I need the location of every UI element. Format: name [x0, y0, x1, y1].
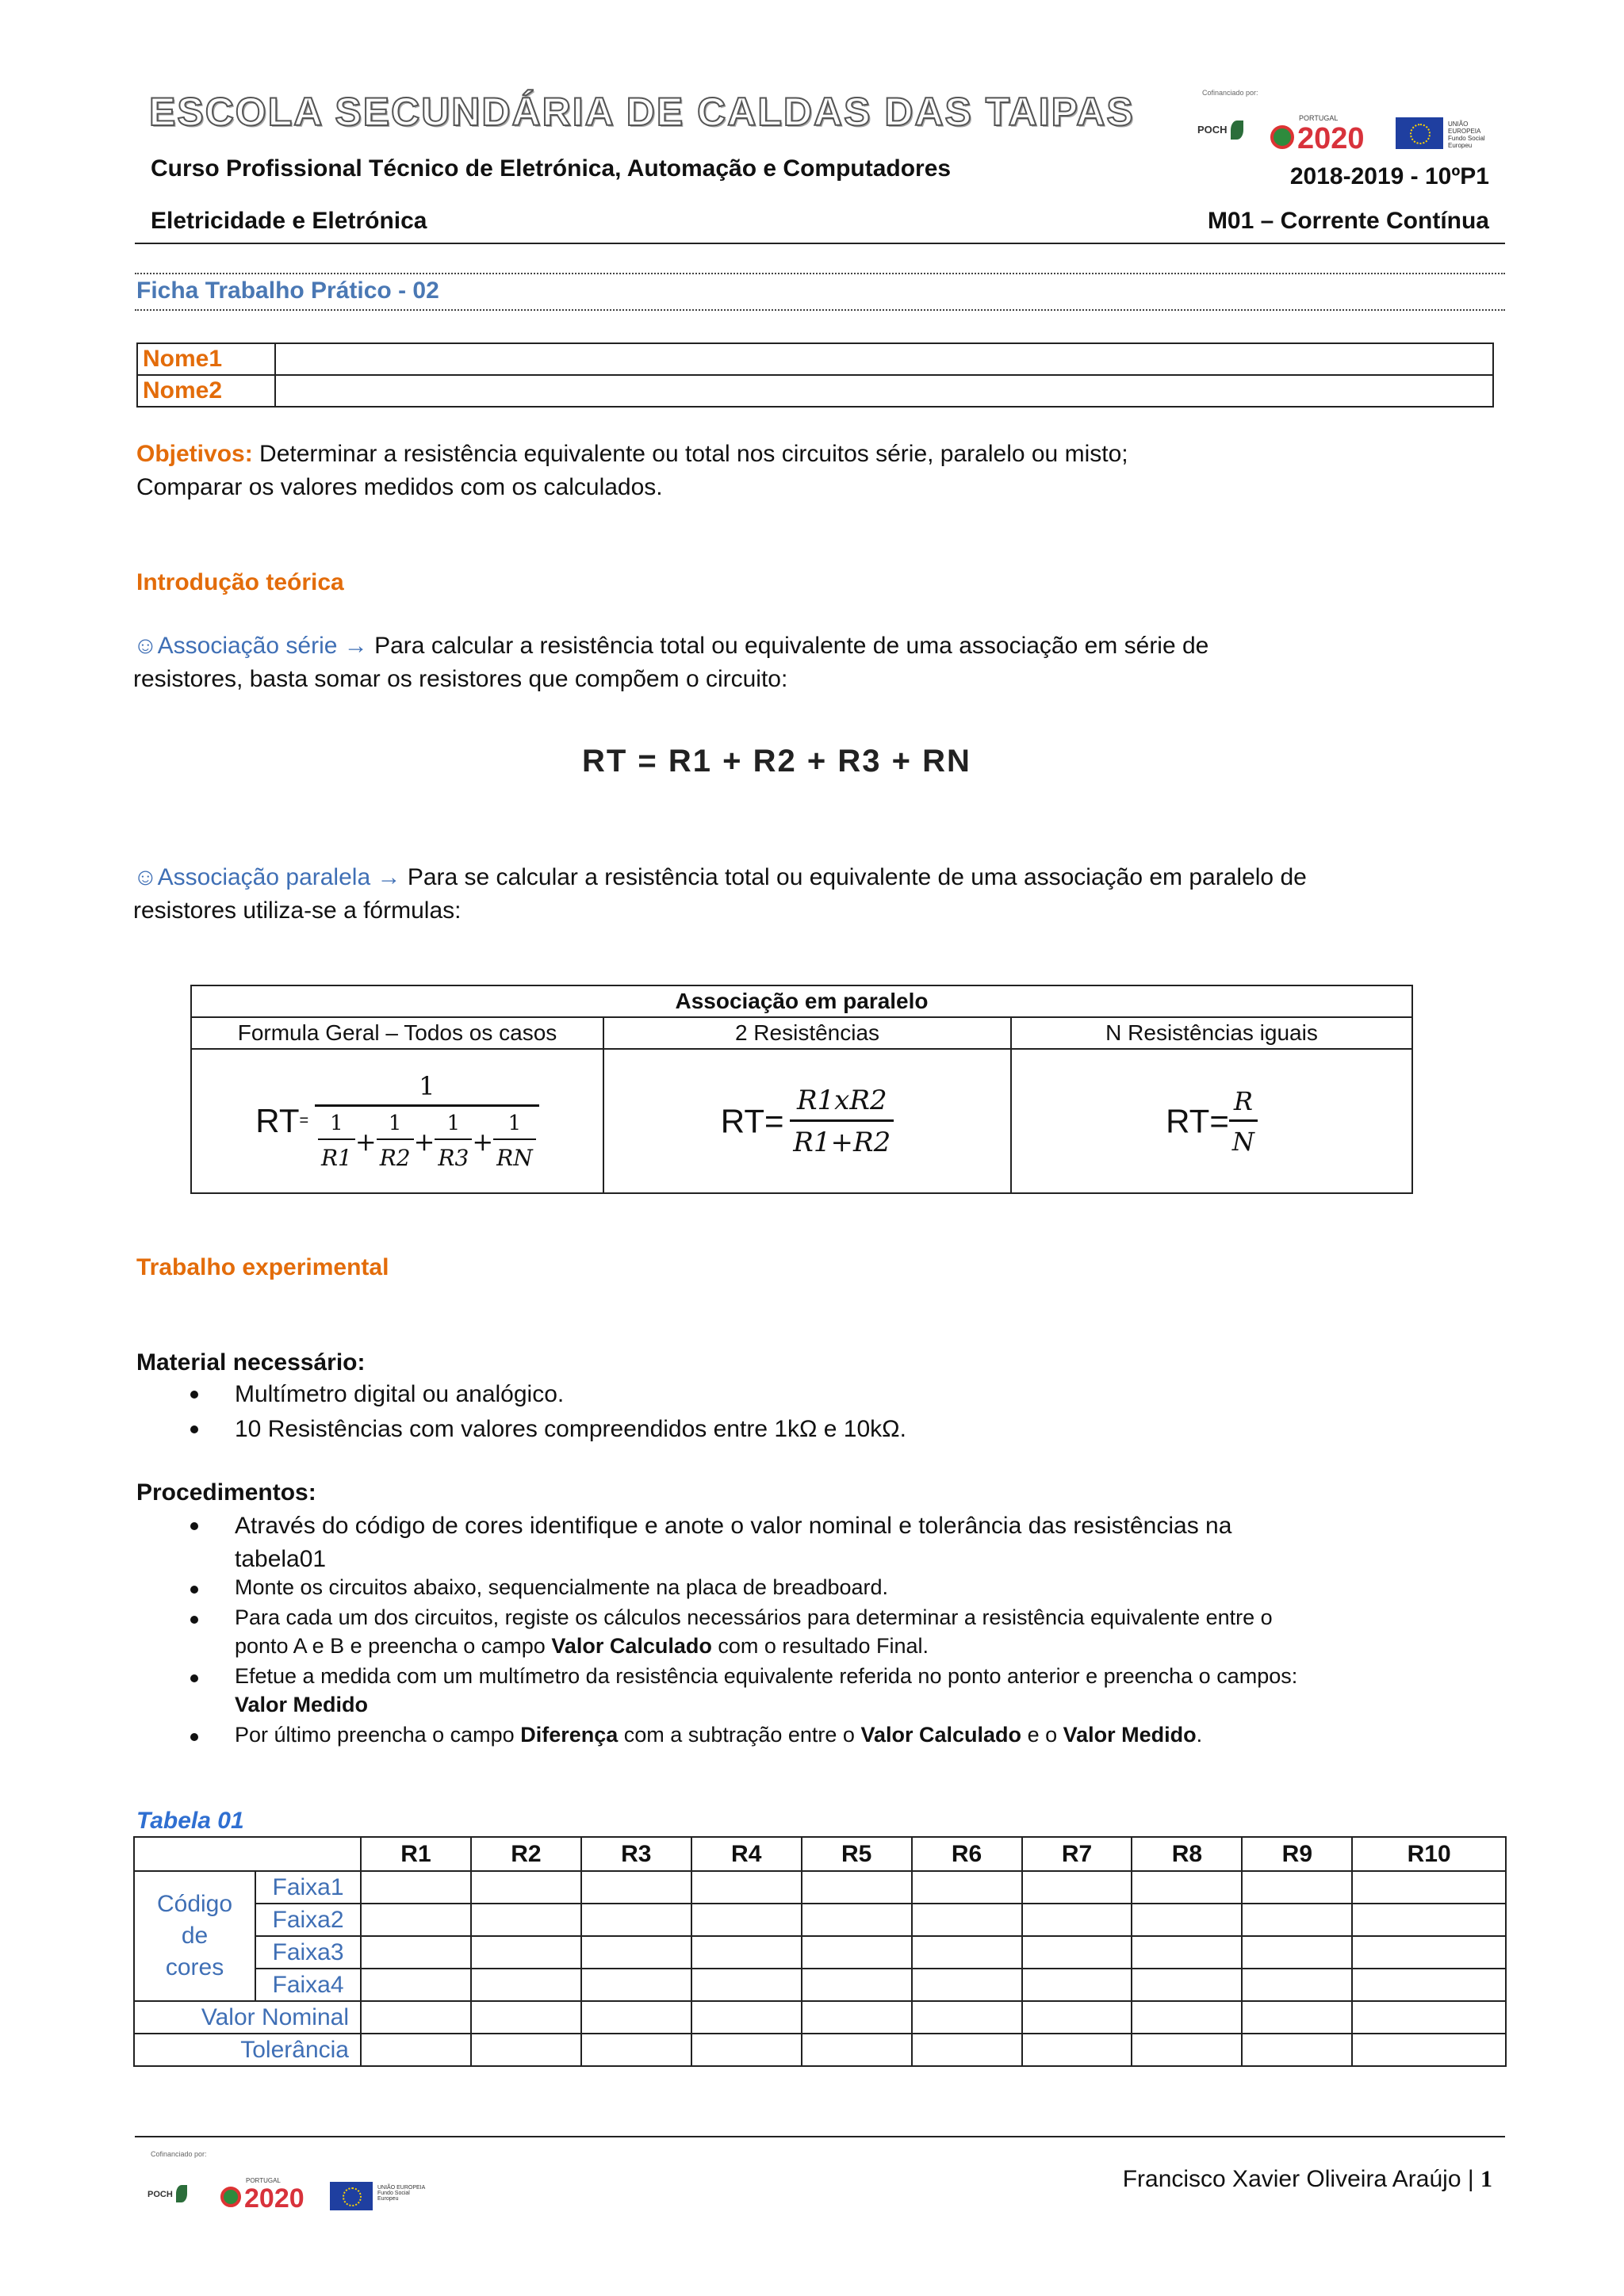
table-cell[interactable]: [581, 2001, 691, 2034]
eu-text: UNIÃO EUROPEIA Fundo Social Europeu: [1448, 121, 1485, 149]
objectives-line2: Comparar os valores medidos com os calculados.: [136, 474, 663, 500]
experimental-title: Trabalho experimental: [136, 1254, 389, 1280]
table-cell[interactable]: [691, 1969, 802, 2001]
table-cell[interactable]: [471, 1871, 581, 1904]
eu-text: UNIÃO EUROPEIA Fundo Social Europeu: [377, 2185, 426, 2202]
material-item: Multímetro digital ou analógico.: [235, 1378, 564, 1411]
parallel-formula-table: [190, 985, 1413, 1194]
table-row: [134, 1904, 1506, 1936]
arrow-right-icon: →: [343, 633, 368, 659]
poch-logo: POCH: [1197, 121, 1261, 149]
table-row: [134, 1969, 1506, 2001]
procedure-item: Para cada um dos circuitos, registe os cálculos necessários para determinar a resistência equivalente entre o ponto A e B e preencha o campo Valor Calculado com o resultado Final.: [235, 1603, 1273, 1660]
names-table: [136, 342, 1494, 408]
serie-formula: RT = R1 + R2 + R3 + RN: [582, 744, 971, 779]
serie-label: Associação série: [157, 633, 338, 659]
eu-flag-logo: [330, 2182, 373, 2210]
table-row: [134, 2001, 1506, 2034]
faixa3-label: Faixa3: [255, 1936, 361, 1969]
page-number: 1: [1480, 2166, 1492, 2192]
faixa2-label: Faixa2: [255, 1904, 361, 1936]
table01-header-r10: R10: [1352, 1837, 1506, 1871]
footer-author: Francisco Xavier Oliveira Araújo | 1: [1122, 2166, 1492, 2192]
table01-header-r6: R6: [912, 1837, 1022, 1871]
paralela-paragraph: [133, 861, 1307, 928]
portugal-2020-logo: PORTUGAL 2020: [1270, 114, 1389, 159]
table-cell[interactable]: [1132, 2034, 1242, 2066]
table01-header-r3: R3: [581, 1837, 691, 1871]
smiley-icon: ☺: [133, 864, 158, 890]
table-cell[interactable]: [1022, 1936, 1132, 1969]
procedure-item: Através do código de cores identifique e anote o valor nominal e tolerância das resistências na tabela01: [235, 1510, 1231, 1576]
table-cell[interactable]: [1132, 1936, 1242, 1969]
table-cell[interactable]: [1352, 1871, 1506, 1904]
table-cell[interactable]: [471, 1904, 581, 1936]
footer-divider: [135, 2136, 1505, 2137]
table-cell[interactable]: [1022, 2001, 1132, 2034]
table-cell[interactable]: [471, 1969, 581, 2001]
table-cell[interactable]: [802, 1904, 912, 1936]
table-row: [134, 2034, 1506, 2066]
serie-text1: Para calcular a resistência total ou equivalente de uma associação em série de: [374, 633, 1209, 659]
table-cell[interactable]: [691, 1904, 802, 1936]
table-cell[interactable]: [802, 2034, 912, 2066]
table-cell[interactable]: [912, 1871, 1022, 1904]
name2-field[interactable]: [275, 375, 1493, 407]
parallel-col-two: 2 Resistências: [603, 1017, 1011, 1049]
table-cell[interactable]: [912, 2001, 1022, 2034]
header-divider: [135, 243, 1505, 244]
name1-field[interactable]: [275, 343, 1493, 375]
table-row: [134, 1936, 1506, 1969]
table-cell[interactable]: [912, 1969, 1022, 2001]
objectives: [136, 438, 1128, 504]
table01-header-r4: R4: [691, 1837, 802, 1871]
eu-flag-logo: [1396, 117, 1443, 149]
serie-paragraph: [133, 629, 1208, 696]
table-cell[interactable]: [361, 1936, 471, 1969]
table-cell[interactable]: [1132, 1871, 1242, 1904]
table-cell[interactable]: [471, 2001, 581, 2034]
table-cell[interactable]: [802, 1936, 912, 1969]
table01: [133, 1836, 1507, 2067]
table01-header-r2: R2: [471, 1837, 581, 1871]
tolerancia-label: Tolerância: [134, 2034, 361, 2066]
table-cell[interactable]: [1352, 2034, 1506, 2066]
school-title: ESCOLA SECUNDÁRIA DE CALDAS DAS TAIPAS: [149, 90, 1135, 134]
color-code-group-label: Código de cores: [134, 1871, 255, 2001]
table-cell[interactable]: [1022, 1871, 1132, 1904]
table-cell[interactable]: [1352, 1969, 1506, 2001]
parallel-col-n: N Resistências iguais: [1011, 1017, 1412, 1049]
formula-general: RT= 1 $\frac{1}{R1}$ + $\frac{1}{R2}$ + $\frac{1}{R3}$ + $\frac{1}{RN}$: [191, 1049, 603, 1193]
table01-corner: [134, 1837, 361, 1871]
table-cell[interactable]: [471, 1936, 581, 1969]
table01-caption: Tabela 01: [136, 1808, 244, 1834]
header-logos: [1197, 89, 1499, 168]
table-cell[interactable]: [802, 2001, 912, 2034]
objectives-line1: Determinar a resistência equivalente ou total nos circuitos série, paralelo ou misto;: [259, 441, 1128, 467]
cofinanced-label: Cofinanciado por:: [1202, 89, 1258, 97]
faixa1-label: Faixa1: [255, 1871, 361, 1904]
table01-header-r7: R7: [1022, 1837, 1132, 1871]
name2-label: Nome2: [137, 375, 275, 407]
objectives-label: Objetivos:: [136, 441, 253, 467]
table-cell[interactable]: [361, 2034, 471, 2066]
table-cell[interactable]: [361, 2001, 471, 2034]
intro-title: Introdução teórica: [136, 569, 344, 595]
poch-logo: POCH: [147, 2185, 187, 2202]
parallel-col-general: Formula Geral – Todos os casos: [191, 1017, 603, 1049]
table01-header-r5: R5: [802, 1837, 912, 1871]
table-cell[interactable]: [1242, 1936, 1352, 1969]
ficha-bottom-dotline: [135, 309, 1505, 311]
table-cell[interactable]: [1242, 1871, 1352, 1904]
table-cell[interactable]: [361, 1904, 471, 1936]
table-cell[interactable]: [1352, 1936, 1506, 1969]
school-year: 2018-2019 - 10ºP1: [1289, 163, 1489, 189]
table-row: [134, 1871, 1506, 1904]
table-cell[interactable]: [802, 1871, 912, 1904]
table-cell[interactable]: [1352, 2001, 1506, 2034]
subject-name: Eletricidade e Eletrónica: [151, 208, 427, 234]
procedure-item: Efetue a medida com um multímetro da resistência equivalente referida no ponto anterior e preencha o campos: Valor Medido: [235, 1662, 1297, 1719]
table-cell[interactable]: [1022, 2034, 1132, 2066]
module-name: M01 – Corrente Contínua: [1207, 208, 1489, 234]
serie-text2: resistores, basta somar os resistores que compõem o circuito:: [133, 666, 788, 692]
table-cell[interactable]: [1022, 1969, 1132, 2001]
table-cell[interactable]: [361, 1871, 471, 1904]
table-cell[interactable]: [1022, 1904, 1132, 1936]
table-cell[interactable]: [691, 1936, 802, 1969]
arrow-right-icon: →: [377, 864, 401, 890]
formula-n-equal: RT= $\frac{R}{N}$: [1011, 1049, 1412, 1193]
formula-two-resistors: RT= $\frac{R1xR2}{R1+R2}$: [603, 1049, 1011, 1193]
table-cell[interactable]: [581, 1904, 691, 1936]
table01-header-r1: R1: [361, 1837, 471, 1871]
table01-header-r8: R8: [1132, 1837, 1242, 1871]
procedure-item: Por último preencha o campo Diferença com a subtração entre o Valor Calculado e o Valor Medido.: [235, 1720, 1202, 1749]
course-name: Curso Profissional Técnico de Eletrónica, Automação e Computadores: [151, 155, 952, 182]
paralela-label: Associação paralela: [157, 864, 371, 890]
table-cell[interactable]: [912, 1936, 1022, 1969]
material-item: 10 Resistências com valores compreendidos entre 1kΩ e 10kΩ.: [235, 1413, 906, 1446]
table-cell[interactable]: [471, 2034, 581, 2066]
name1-label: Nome1: [137, 343, 275, 375]
table-cell[interactable]: [691, 1871, 802, 1904]
table-cell[interactable]: [691, 2001, 802, 2034]
procedure-item: Monte os circuitos abaixo, sequencialmente na placa de breadboard.: [235, 1573, 888, 1601]
table-cell[interactable]: [802, 1969, 912, 2001]
ficha-title: Ficha Trabalho Prático - 02: [136, 277, 439, 304]
table-cell[interactable]: [1242, 2001, 1352, 2034]
procedures-title: Procedimentos:: [136, 1479, 316, 1506]
table-cell[interactable]: [581, 1871, 691, 1904]
table-cell[interactable]: [361, 1969, 471, 2001]
table-cell[interactable]: [581, 1936, 691, 1969]
smiley-icon: ☺: [133, 633, 158, 659]
faixa4-label: Faixa4: [255, 1969, 361, 2001]
material-title: Material necessário:: [136, 1349, 366, 1376]
valor-nominal-label: Valor Nominal: [134, 2001, 361, 2034]
table-cell[interactable]: [1132, 1969, 1242, 2001]
table-cell[interactable]: [1132, 1904, 1242, 1936]
table01-header-r9: R9: [1242, 1837, 1352, 1871]
table-cell[interactable]: [1242, 1969, 1352, 2001]
table-cell[interactable]: [1242, 1904, 1352, 1936]
table-cell[interactable]: [1352, 1904, 1506, 1936]
parallel-table-title: Associação em paralelo: [191, 985, 1412, 1017]
table-cell[interactable]: [581, 1969, 691, 2001]
portugal-2020-logo: PORTUGAL 2020: [220, 2177, 324, 2217]
table-cell[interactable]: [912, 2034, 1022, 2066]
table-cell[interactable]: [691, 2034, 802, 2066]
table-cell[interactable]: [912, 1904, 1022, 1936]
table-cell[interactable]: [581, 2034, 691, 2066]
ficha-top-dotline: [135, 273, 1505, 274]
paralela-text2: resistores utiliza-se a fórmulas:: [133, 897, 462, 924]
footer-logos: Cofinanciado por: POCH PORTUGAL 2020 UNIÃO EUROPEIA Fundo Social Europeu: [147, 2150, 433, 2229]
paralela-text1: Para se calcular a resistência total ou equivalente de uma associação em paralelo de: [407, 864, 1307, 890]
table-cell[interactable]: [1132, 2001, 1242, 2034]
table-cell[interactable]: [1242, 2034, 1352, 2066]
